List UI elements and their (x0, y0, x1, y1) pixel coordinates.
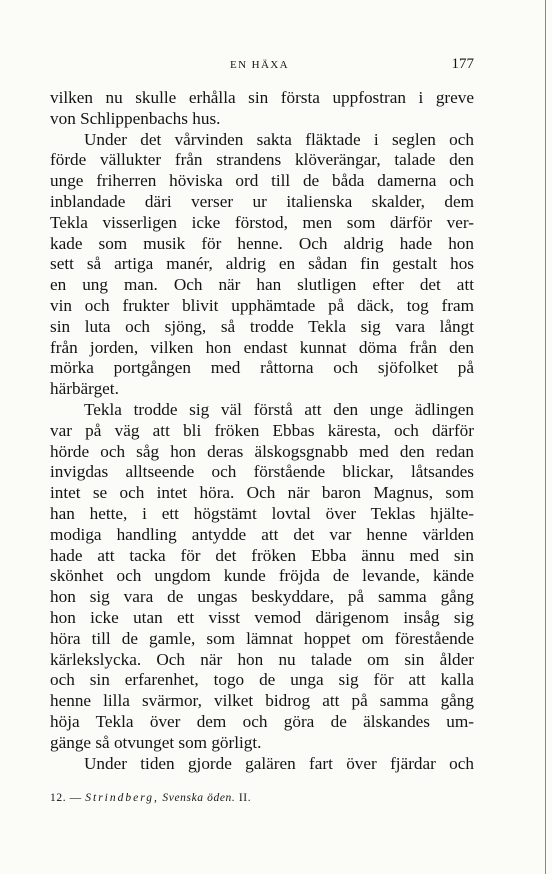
body-text (50, 88, 474, 774)
text-line: modiga handling antydde att det var henne världen (50, 524, 474, 544)
text-line: vin och frukter blivit upphämtade på däck, tog fram (50, 295, 474, 315)
page-header (50, 56, 474, 78)
footer-title: Svenska öden. (162, 792, 236, 804)
text-line: en ung man. Och när han slutligen efter det att (50, 275, 474, 295)
page-number: 177 (451, 56, 474, 72)
text-line: henne lilla svärmor, vilket bidrog att på samma gång (50, 691, 474, 711)
footer-dash: — (69, 792, 82, 804)
page-edge-line (545, 0, 546, 874)
text-line: och sin erfarenhet, togo de unga sig för att kalla (50, 670, 474, 690)
signature-footer (50, 792, 474, 804)
signature-mark: 12. (50, 792, 67, 804)
text-line: gänge så otvunget som görligt. (50, 732, 262, 752)
text-line: hade att tacka för det fröken Ebba ännu med sin (50, 545, 474, 565)
text-line: han hette, i ett högstämt lovtal över Teklas hjälte- (50, 503, 474, 523)
text-line: förde vällukter från strandens klöverängar, talade den (50, 150, 474, 170)
text-line: vilken nu skulle erhålla sin första uppfostran i greve (50, 88, 474, 107)
text-line: Under tiden gjorde galären fart över fjärdar och (84, 753, 474, 773)
text-line: Tekla trodde sig väl förstå att den unge ädlingen (84, 399, 474, 419)
text-line: hörde och såg hon deras älskogsgnabb med den redan (50, 441, 474, 461)
text-line: hon icke utan ett visst vemod därigenom insåg sig (50, 607, 474, 627)
text-line: höja Tekla över dem och göra de älskandes um- (50, 711, 474, 731)
running-head: EN HÄXA (230, 59, 289, 71)
text-line: mörka portgången med råttorna och sjöfolket på (50, 358, 474, 378)
text-line: sett så artiga manér, aldrig en sådan fin gestalt hos (50, 254, 474, 274)
text-line: kärlekslycka. Och när hon nu talade om sin ålder (50, 649, 474, 669)
text-line: intet se och intet höra. Och när baron Magnus, som (50, 483, 474, 503)
footer-volume: II. (238, 792, 252, 804)
text-line: hon sig vara de ungas beskyddare, på samma gång (50, 587, 474, 607)
text-line: inblandade däri verser ur italienska skalder, dem (50, 191, 474, 211)
text-line: invigdas alltseende och förstående blickar, låtsandes (50, 462, 474, 482)
text-line: kade som musik för henne. Och aldrig hade hon (50, 233, 474, 253)
text-line: Under det vårvinden sakta fläktade i seglen och (84, 129, 474, 149)
text-line: von Schlippenbachs hus. (50, 108, 221, 128)
text-line: höra till de gamle, som lämnat hoppet om förestående (50, 628, 474, 648)
text-line: sin luta och sjöng, så trodde Tekla sig vara långt (50, 316, 474, 336)
text-line: unge friherren höviska ord till de båda damerna och (50, 171, 474, 191)
text-line: skönhet och ungdom kunde fröjda de levande, kände (50, 566, 474, 586)
text-line: var på väg att bli fröken Ebbas käresta, och därför (50, 420, 474, 440)
text-line: från jorden, vilken hon endast kunnat döma från den (50, 337, 474, 357)
text-line: Tekla visserligen icke förstod, men som därför ver- (50, 212, 474, 232)
text-line: härbärget. (50, 379, 119, 399)
footer-author: Strindberg, (85, 792, 159, 804)
